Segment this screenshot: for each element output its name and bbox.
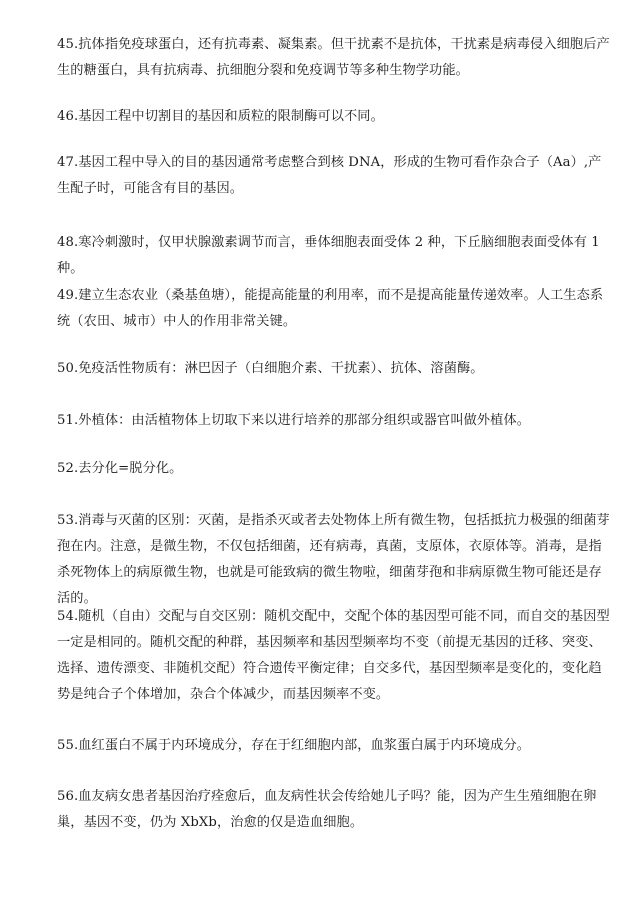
paragraph-53: 53.消毒与灭菌的区别：灭菌，是指杀灭或者去处物体上所有微生物，包括抵抗力极强的细菌芽孢在内。注意，是微生物，不仅包括细菌，还有病毒，真菌，支原体，衣原体等。消毒，是指杀死物体上的病原微生物，也就是可能致病的微生物啦，细菌芽孢和非病原微生物可能还是存活的。 [57, 513, 610, 606]
paragraph-48: 48.寒冷刺激时，仅甲状腺激素调节而言，垂体细胞表面受体 2 种，下丘脑细胞表面受体有 1 种。 [57, 235, 600, 276]
paragraph-45: 45.抗体指免疫球蛋白，还有抗毒素、凝集素。但干扰素不是抗体，干扰素是病毒侵入细胞后产生的糖蛋白，具有抗病毒、抗细胞分裂和免疫调节等多种生物学功能。 [57, 37, 610, 78]
paragraph-47: 47.基因工程中导入的目的基因通常考虑整合到核 DNA，形成的生物可看作杂合子（Aa）,产生配子时，可能含有目的基因。 [57, 155, 602, 196]
paragraph-46: 46.基因工程中切割目的基因和质粒的限制酶可以不同。 [57, 109, 384, 124]
paragraph-51: 51.外植体：由活植物体上切取下来以进行培养的那部分组织或器官叫做外植体。 [57, 413, 531, 428]
paragraph-52: 52.去分化=脱分化。 [57, 461, 183, 476]
paragraph-55: 55.血红蛋白不属于内环境成分，存在于红细胞内部，血浆蛋白属于内环境成分。 [57, 738, 531, 753]
paragraph-56: 56.血友病女患者基因治疗痊愈后，血友病性状会传给她儿子吗？能，因为产生生殖细胞在卵巢，基因不变，仍为 XbXb，治愈的仅是造血细胞。 [57, 789, 597, 830]
paragraph-49: 49.建立生态农业（桑基鱼塘），能提高能量的利用率，而不是提高能量传递效率。人工生态系统（农田、城市）中人的作用非常关键。 [57, 288, 604, 329]
paragraph-54: 54.随机（自由）交配与自交区别：随机交配中，交配个体的基因型可能不同，而自交的基因型一定是相同的。随机交配的种群，基因频率和基因型频率均不变（前提无基因的迁移、突变、选择、遗传漂变、非随机交配）符合遗传平衡定律；自交多代，基因型频率是变化的，变化趋势是纯合子个体增加，杂合个体减少，而基因频率不变。 [57, 609, 610, 702]
paragraph-50: 50.免疫活性物质有：淋巴因子（白细胞介素、干扰素）、抗体、溶菌酶。 [57, 361, 484, 376]
